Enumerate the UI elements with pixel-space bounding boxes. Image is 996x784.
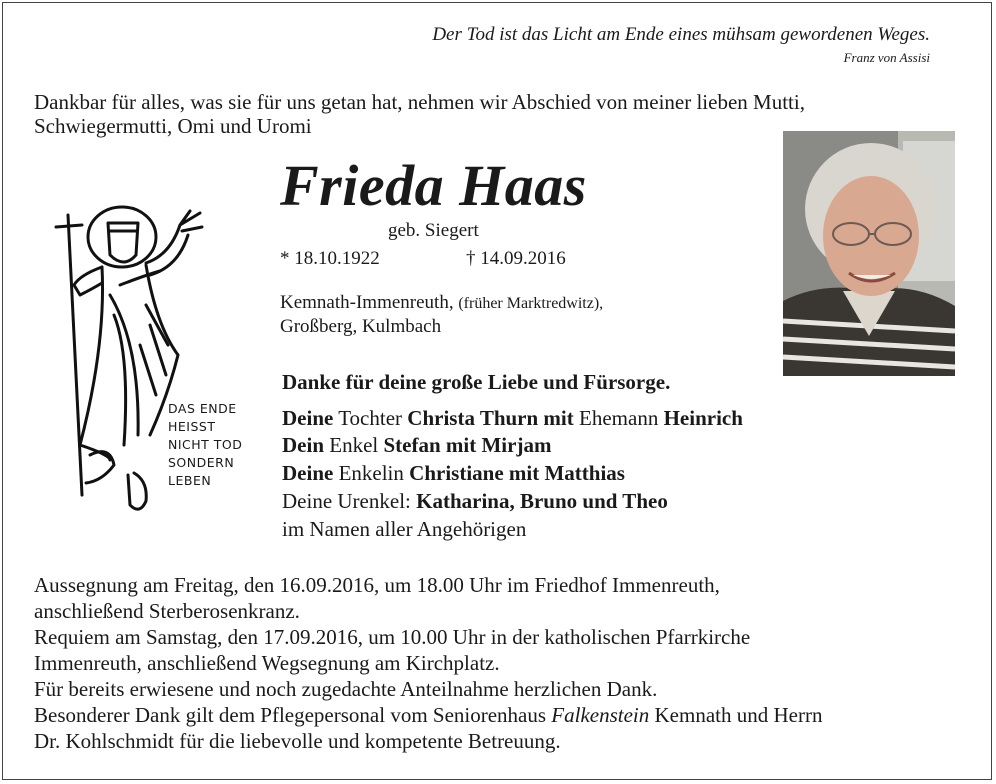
location-line-2: Großberg, Kulmbach [280,316,442,337]
footer-text [34,572,979,754]
thanks-line: Danke für deine große Liebe und Fürsorge. [282,370,671,394]
art-line-3: NICHT TOD [168,437,243,452]
location-former: (früher Marktredwitz), [458,295,604,312]
footer-line: anschließend Sterberosenkranz. [34,599,300,623]
family-part-a: Dein [282,433,324,457]
footer-line: Für bereits erwiesene und noch zugedachte Anteilnahme herzlichen Dank. [34,677,658,701]
location-main: Kemnath-Immenreuth, [280,292,454,313]
art-line-5: LEBEN [168,473,212,488]
family-part-a: Deine [282,461,334,485]
footer-part: Besonderer Dank gilt dem Pflegepersonal vom Seniorenhaus [34,703,552,727]
quote-text: Der Tod ist das Licht am Ende eines mühsam gewordenen Weges. [432,24,930,45]
family-line [282,433,551,458]
footer-line: Aussegnung am Freitag, den 16.09.2016, um 18.00 Uhr im Friedhof Immenreuth, [34,573,720,597]
death-date: † 14.09.2016 [466,248,566,269]
art-line-4: SONDERN [168,455,235,470]
deceased-name: Frieda Haas [280,153,587,218]
footer-italic: Falkenstein [551,703,650,727]
location-line-1 [280,292,603,314]
family-part-b: Enkelin [333,461,410,485]
family-part-c: Stefan mit Mirjam [383,433,552,457]
family-part-c: Katharina, Bruno und Theo [416,489,668,513]
art-line-1: DAS ENDE [168,401,237,416]
portrait-photo [783,131,955,376]
footer-line [34,702,979,728]
intro-text: Dankbar für alles, was sie für uns getan hat, nehmen wir Abschied von meiner lieben Mutti, Schwiegermutti, Omi und Uromi [34,90,805,138]
family-part-e: Heinrich [663,406,743,430]
family-part-d: Ehemann [573,406,664,430]
family-part-a: Deine [282,406,334,430]
family-line [282,489,668,514]
quote-author: Franz von Assisi [843,50,930,65]
footer-part: Kemnath und Herrn [649,703,823,727]
birth-date: * 18.10.1922 [280,248,380,269]
footer-line: Immenreuth, anschließend Wegsegnung am Kirchplatz. [34,651,500,675]
footer-line: Dr. Kohlschmidt für die liebevolle und kompetente Betreuung. [34,729,561,753]
family-part-b: Enkel [324,433,384,457]
family-line [282,406,743,431]
maiden-name: geb. Siegert [388,220,479,241]
footer-line: Requiem am Samstag, den 17.09.2016, um 10.00 Uhr in der katholischen Pfarrkirche [34,625,751,649]
family-line [282,461,625,486]
family-part-c: Christiane mit Matthias [409,461,625,485]
family-part-b: im Namen aller Angehörigen [282,517,527,541]
family-part-c: Christa Thurn mit [407,406,574,430]
art-line-2: HEISST [168,419,216,434]
family-line [282,517,526,542]
family-part-b: Tochter [333,406,408,430]
family-part-b: Deine Urenkel: [282,489,417,513]
art-inscription [168,400,242,490]
